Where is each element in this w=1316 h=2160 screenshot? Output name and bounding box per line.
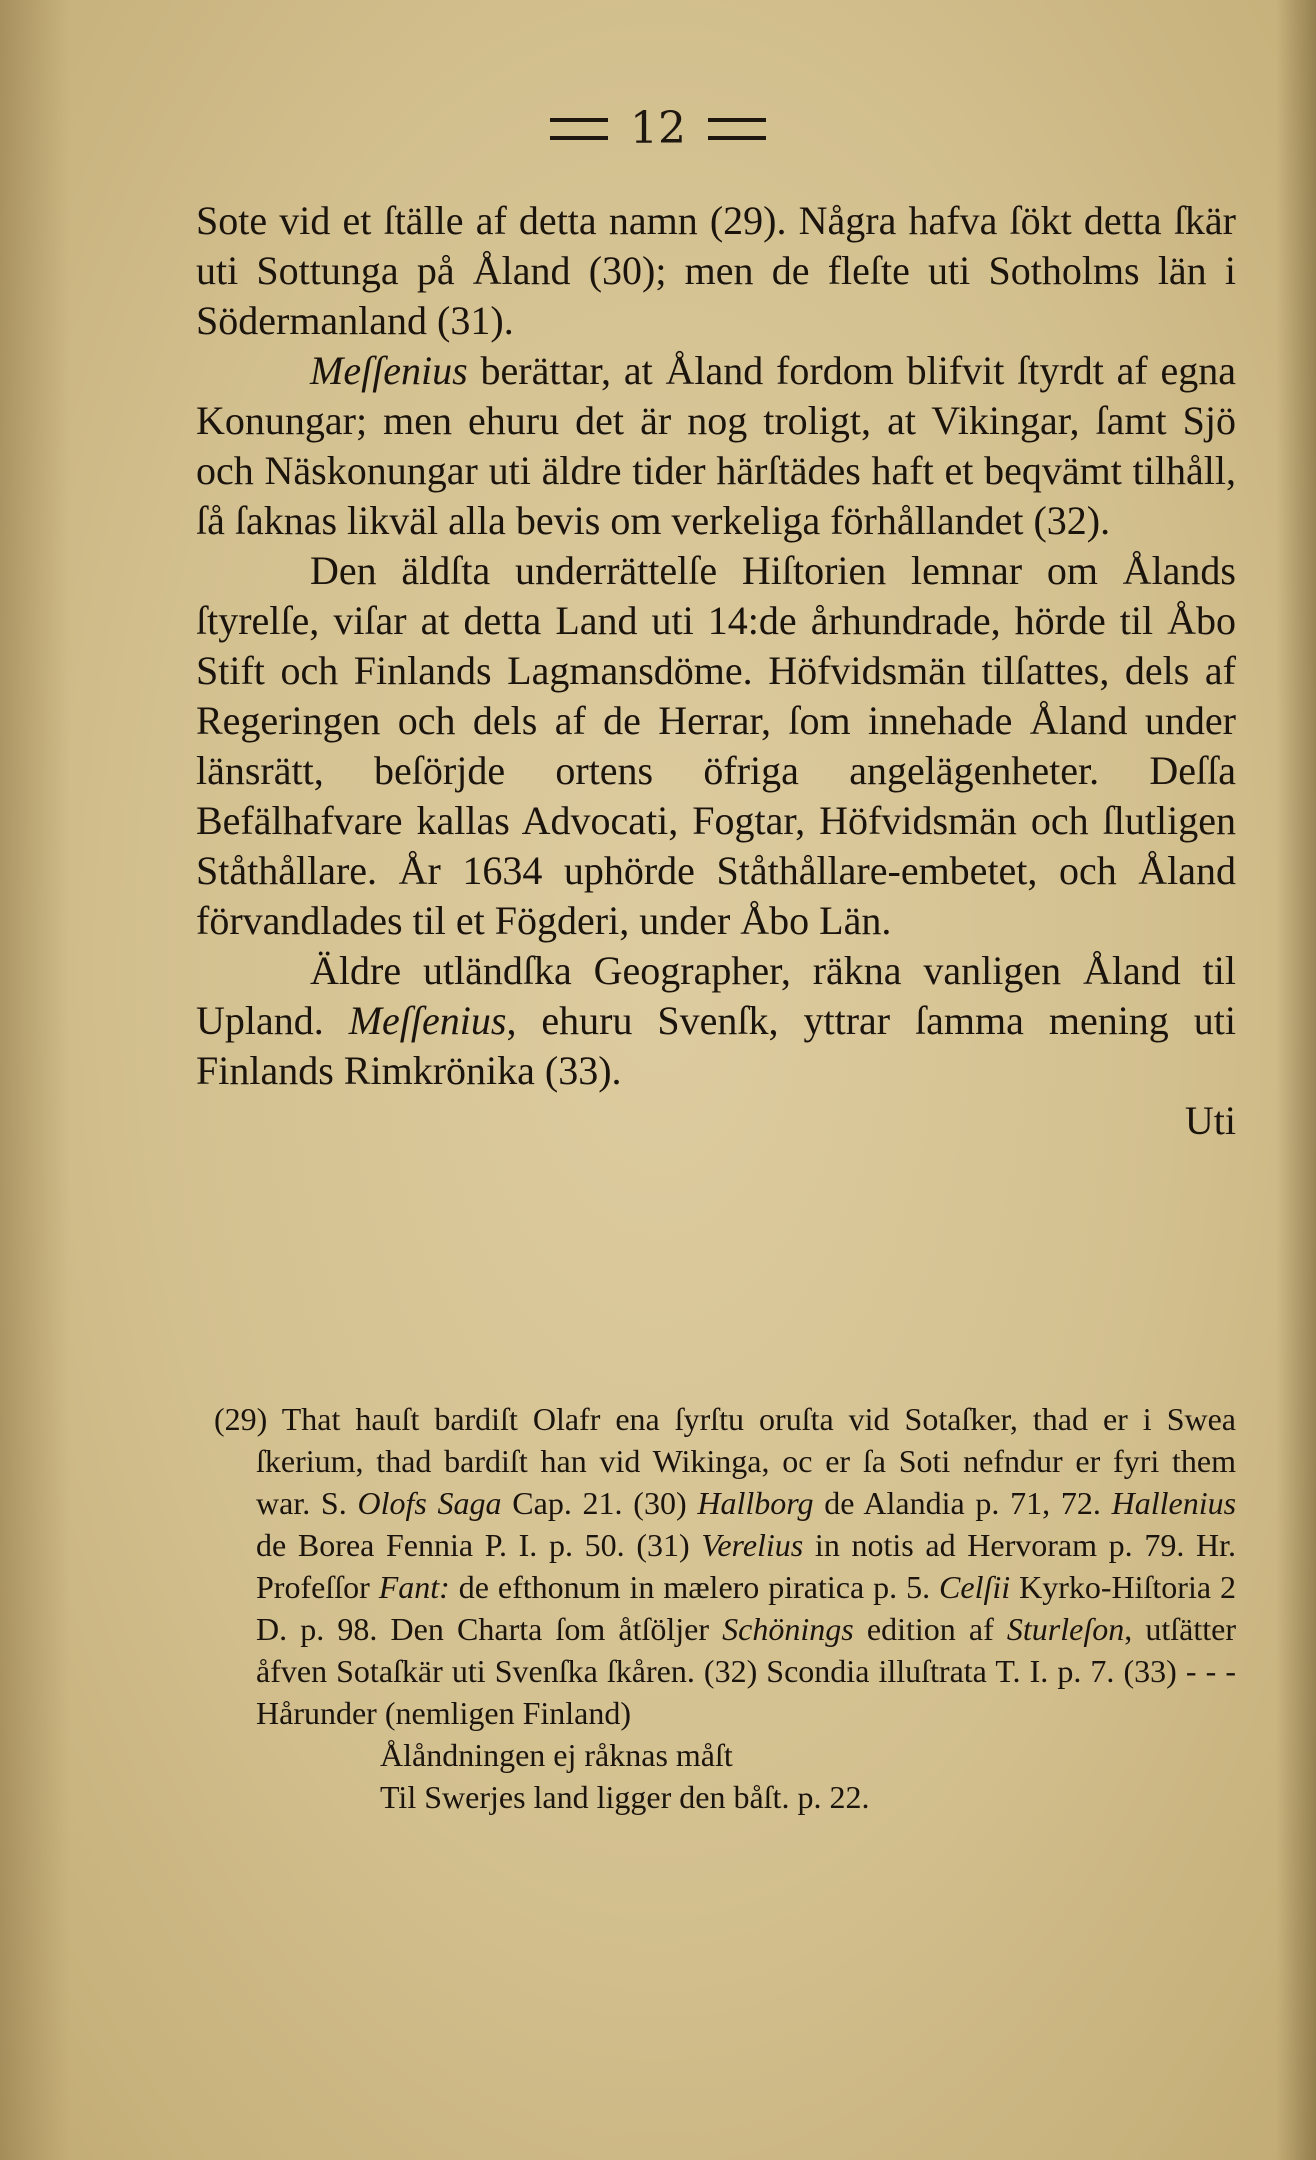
footnote-31-text-a: in notis ad Hervoram p. 79. Hr. Profeſſor xyxy=(256,1527,1237,1605)
header-rule-right xyxy=(708,118,766,140)
paragraph-4 xyxy=(196,946,1236,1096)
footnote-30-number: (30) xyxy=(622,1485,698,1521)
page-edge-shadow xyxy=(1276,0,1316,2160)
paragraph-4-text-a: Äldre utländſka Geographer, räkna vanligen Åland til Upland. xyxy=(196,948,1236,1043)
footnote-30-author-2: Hallenius xyxy=(1111,1485,1237,1521)
footnote-31-author-5: Sturleſon xyxy=(1006,1611,1125,1647)
footnote-31-text-c: Kyrko-Hiſtoria 2 D. p. 98. Den Charta ſom åtſöljer xyxy=(256,1569,1237,1647)
page-number: 12 xyxy=(630,103,686,154)
paragraph-1: Sote vid et ſtälle af detta namn (29). Några hafva ſökt detta ſkär uti Sottunga på Åland (30); men de fleſte uti Sotholms län i Södermanland (31). xyxy=(196,198,1236,343)
paragraph-2-text: berättar, at Åland fordom blifvit ſtyrdt af egna Konungar; men ehuru det är nog troligt, at Vikingar, ſamt Sjö och Näskonungar uti äldre tider härſtädes haft et beqvämt tilhåll, ſå ſaknas likväl alla bevis om verkeliga förhållandet (32). xyxy=(196,348,1236,543)
footnote-31-number: (31) xyxy=(636,1527,702,1563)
footnote-31-author-2: Fant: xyxy=(378,1569,450,1605)
paragraph-4-text-b: , ehuru Svenſk, yttrar ſamma mening uti Finlands Rimkrönika (33). xyxy=(196,998,1236,1093)
footnote-31-text-d: edition af xyxy=(853,1611,1007,1647)
catchword: Uti xyxy=(1184,1098,1236,1143)
verse-line-1: Ålåndningen ej råknas måſt xyxy=(380,1737,733,1773)
footnotes xyxy=(214,1398,1237,1818)
footnote-30-text-a: de Alandia p. 71, 72. xyxy=(813,1485,1112,1521)
main-text xyxy=(196,196,1236,1146)
page-binding-shadow xyxy=(0,0,70,2160)
author-messenius: Meſſenius xyxy=(310,348,468,393)
footnote-31-text-e: , utſätter åfven Sotaſkär uti Svenſka ſkåren. xyxy=(256,1611,1237,1689)
footnote-29-ref: Olofs Saga xyxy=(357,1485,502,1521)
footnote-32: (32) Scondia illuſtrata T. I. p. 7. xyxy=(694,1653,1124,1689)
footnote-31-author-3: Celſii xyxy=(939,1569,1011,1605)
header-rule-left xyxy=(550,118,608,140)
footnote-31-author: Verelius xyxy=(701,1527,804,1563)
footnote-31-text-b: de efthonum in mælero piratica p. 5. xyxy=(449,1569,940,1605)
footnote-30-author: Hallborg xyxy=(697,1485,814,1521)
paragraph-2 xyxy=(196,346,1236,546)
page-header xyxy=(0,100,1316,154)
author-messenius-2: Meſſenius xyxy=(348,998,507,1043)
footnote-block xyxy=(214,1398,1237,1734)
verse-line-2: Til Swerjes land ligger den båſt. p. 22. xyxy=(380,1779,870,1815)
paragraph-3: Den äldſta underrättelſe Hiſtorien lemnar om Ålands ſtyrelſe, viſar at detta Land uti 14:de århundrade, hörde til Åbo Stift och Finlands Lagmansdöme. Höfvidsmän tilſattes, dels af Regeringen och dels af de Herrar, ſom innehade Åland under länsrätt, beſörjde ortens öfriga angelägenheter. Deſſa Befälhafvare kallas Advocati, Fogtar, Höfvidsmän och ſlutligen Ståthållare. År 1634 uphörde Ståthållare-embetet, och Åland förvandlades til et Fögderi, under Åbo Län. xyxy=(196,548,1236,943)
footnote-31-author-4: Schönings xyxy=(722,1611,854,1647)
footnote-29-tail: Cap. 21. xyxy=(501,1485,623,1521)
footnote-33: (33) - - - Hårunder (nemligen Finland) xyxy=(256,1653,1237,1731)
footnote-29: (29) That hauſt bardiſt Olafr ena ſyrſtu oruſta vid Sotaſker, thad er i Swea ſkerium, thad bardiſt han vid Wikinga, oc er ſa Soti nefndur er fyri them war. S. xyxy=(214,1401,1236,1521)
footnote-30-text-b: de Borea Fennia P. I. p. 50. xyxy=(256,1527,637,1563)
